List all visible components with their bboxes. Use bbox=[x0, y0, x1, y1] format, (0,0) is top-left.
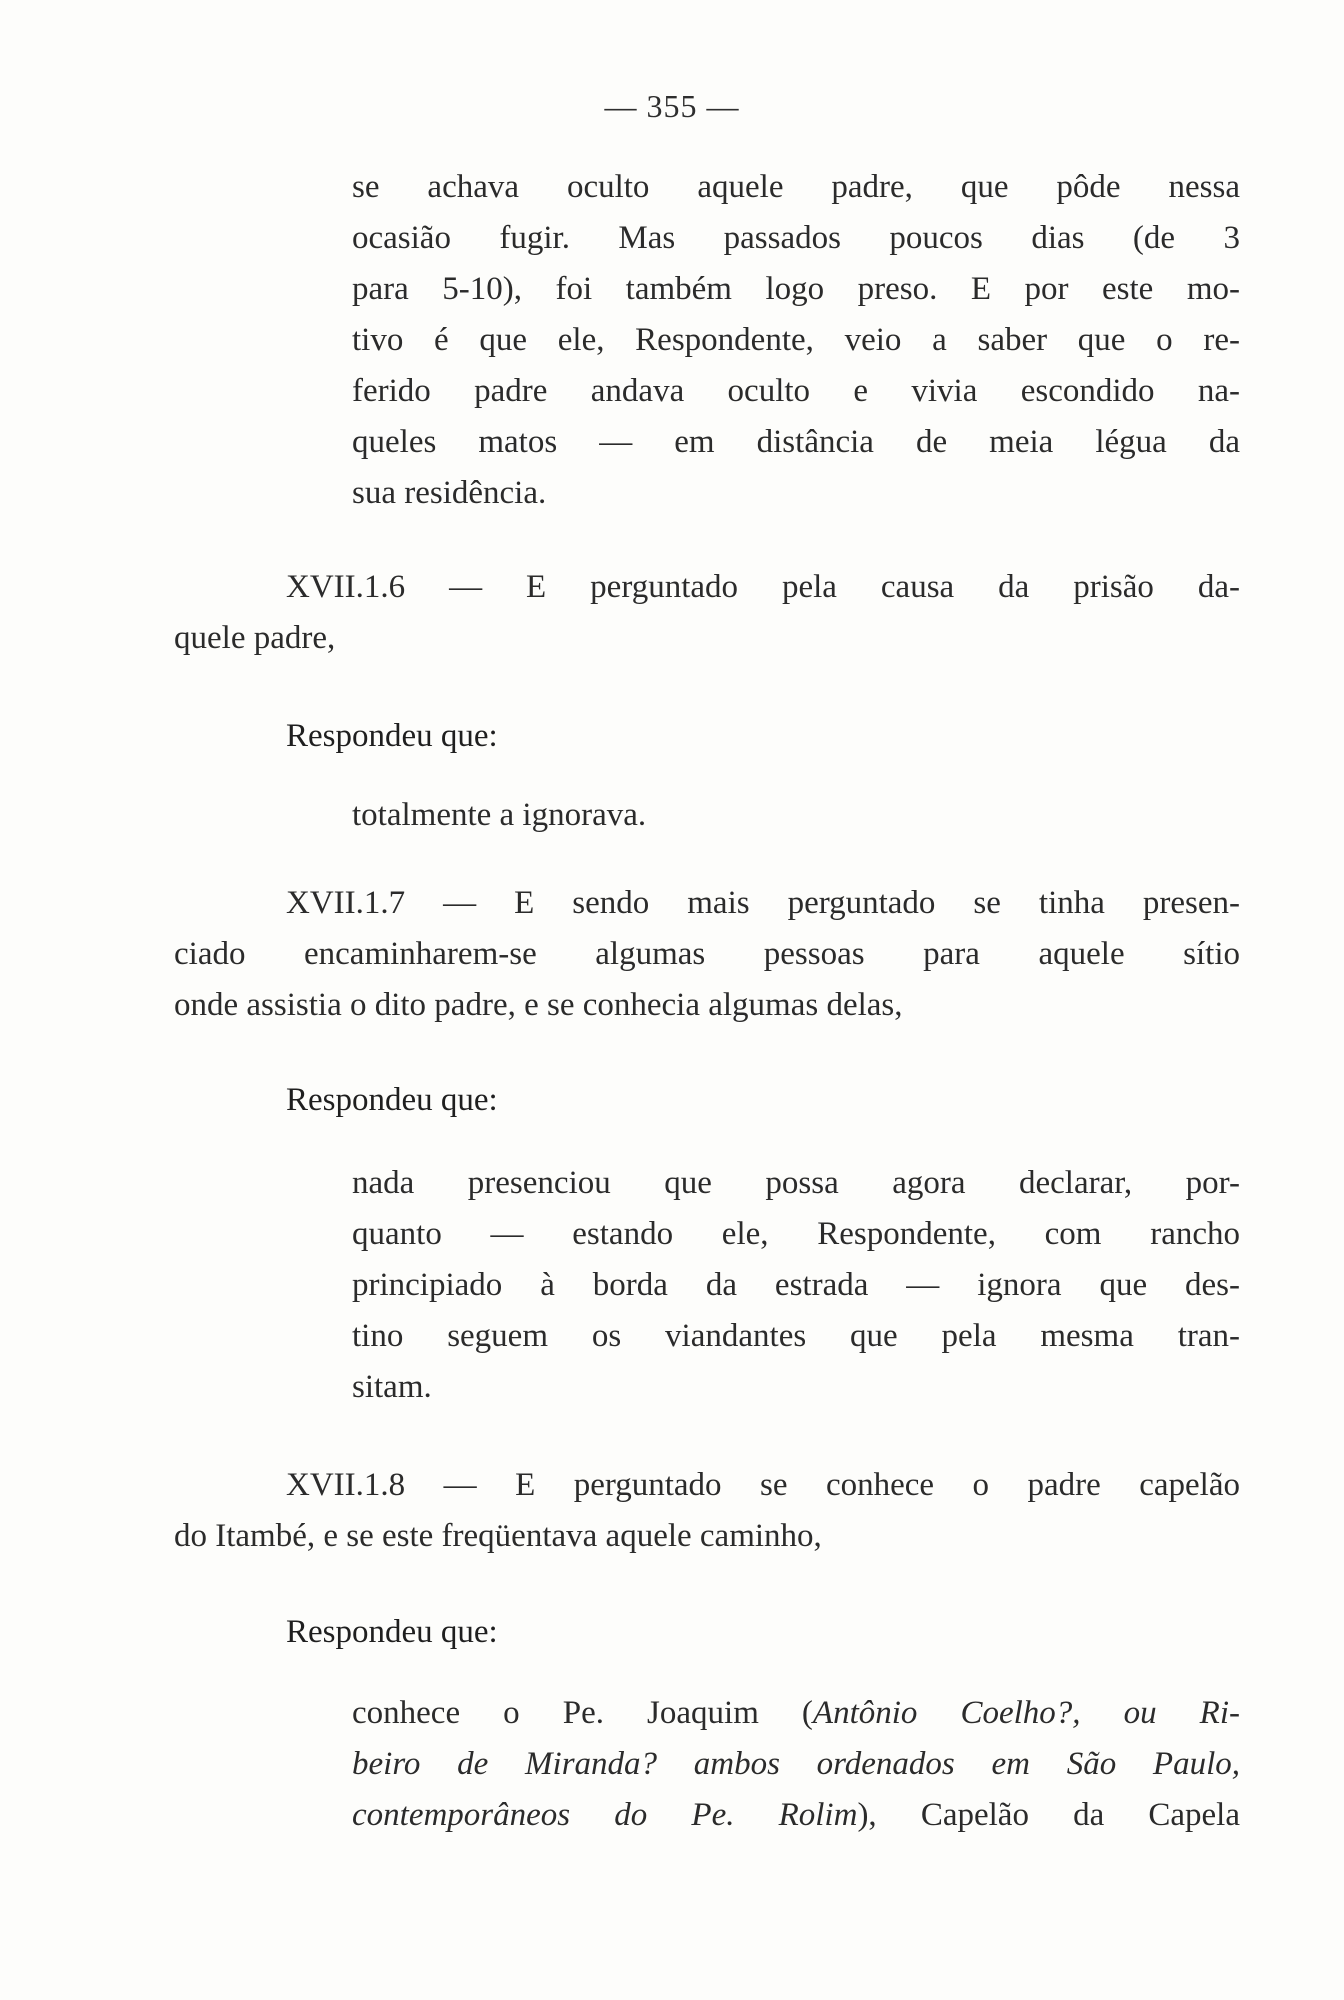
text-line: sua residência. bbox=[352, 475, 547, 511]
text-line: nada presenciou que possa agora declarar, por- bbox=[352, 1165, 1240, 1201]
answer-label: Respondeu que: bbox=[286, 1614, 498, 1650]
text-line bbox=[352, 1688, 1240, 1739]
text-line: sitam. bbox=[352, 1369, 432, 1405]
text-line: quanto — estando ele, Respondente, com rancho bbox=[352, 1216, 1240, 1252]
question-xvii-1-8 bbox=[174, 1460, 1240, 1562]
text-line: se achava oculto aquele padre, que pôde nessa bbox=[352, 169, 1240, 205]
answer-label: Respondeu que: bbox=[286, 1082, 498, 1118]
answer-xvii-1-8 bbox=[352, 1688, 1240, 1841]
page-number: — 355 — bbox=[604, 88, 740, 124]
text-line bbox=[352, 1790, 1240, 1841]
answer-label: Respondeu que: bbox=[286, 718, 498, 754]
text-line: principiado à borda da estrada — ignora que des- bbox=[352, 1267, 1240, 1303]
text-fragment: conhece o Pe. Joaquim ( bbox=[352, 1695, 813, 1731]
italic-note: beiro de Miranda? ambos ordenados em São Paulo, bbox=[352, 1746, 1240, 1782]
text-line: ferido padre andava oculto e vivia escondido na- bbox=[352, 373, 1240, 409]
text-line: tino seguem os viandantes que pela mesma tran- bbox=[352, 1318, 1240, 1354]
text-fragment: ), Capelão da Capela bbox=[857, 1797, 1240, 1833]
text-line: para 5-10), foi também logo preso. E por este mo- bbox=[352, 271, 1240, 307]
text-line: ocasião fugir. Mas passados poucos dias (de 3 bbox=[352, 220, 1240, 256]
text-line: XVII.1.7 — E sendo mais perguntado se tinha presen- bbox=[286, 885, 1240, 921]
text-line: do Itambé, e se este freqüentava aquele caminho, bbox=[174, 1518, 822, 1554]
answer-xvii-1-6 bbox=[352, 790, 1240, 841]
text-line: quele padre, bbox=[174, 620, 336, 656]
answer-xvii-1-7 bbox=[352, 1158, 1240, 1413]
italic-note: contemporâneos do Pe. Rolim bbox=[352, 1797, 858, 1833]
text-line: XVII.1.6 — E perguntado pela causa da prisão da- bbox=[286, 569, 1240, 605]
text-line: onde assistia o dito padre, e se conhecia algumas delas, bbox=[174, 987, 903, 1023]
question-xvii-1-7 bbox=[174, 878, 1240, 1031]
text-line: ciado encaminharem-se algumas pessoas para aquele sítio bbox=[174, 936, 1240, 972]
paragraph-continuation bbox=[352, 162, 1240, 519]
text-line: tivo é que ele, Respondente, veio a saber que o re- bbox=[352, 322, 1240, 358]
text-line: queles matos — em distância de meia légua da bbox=[352, 424, 1240, 460]
text-line: totalmente a ignorava. bbox=[352, 797, 647, 833]
text-line bbox=[352, 1739, 1240, 1790]
italic-note: Antônio Coelho?, ou Ri- bbox=[812, 1695, 1241, 1731]
question-xvii-1-6 bbox=[174, 562, 1240, 664]
text-line: XVII.1.8 — E perguntado se conhece o padre capelão bbox=[286, 1467, 1240, 1503]
